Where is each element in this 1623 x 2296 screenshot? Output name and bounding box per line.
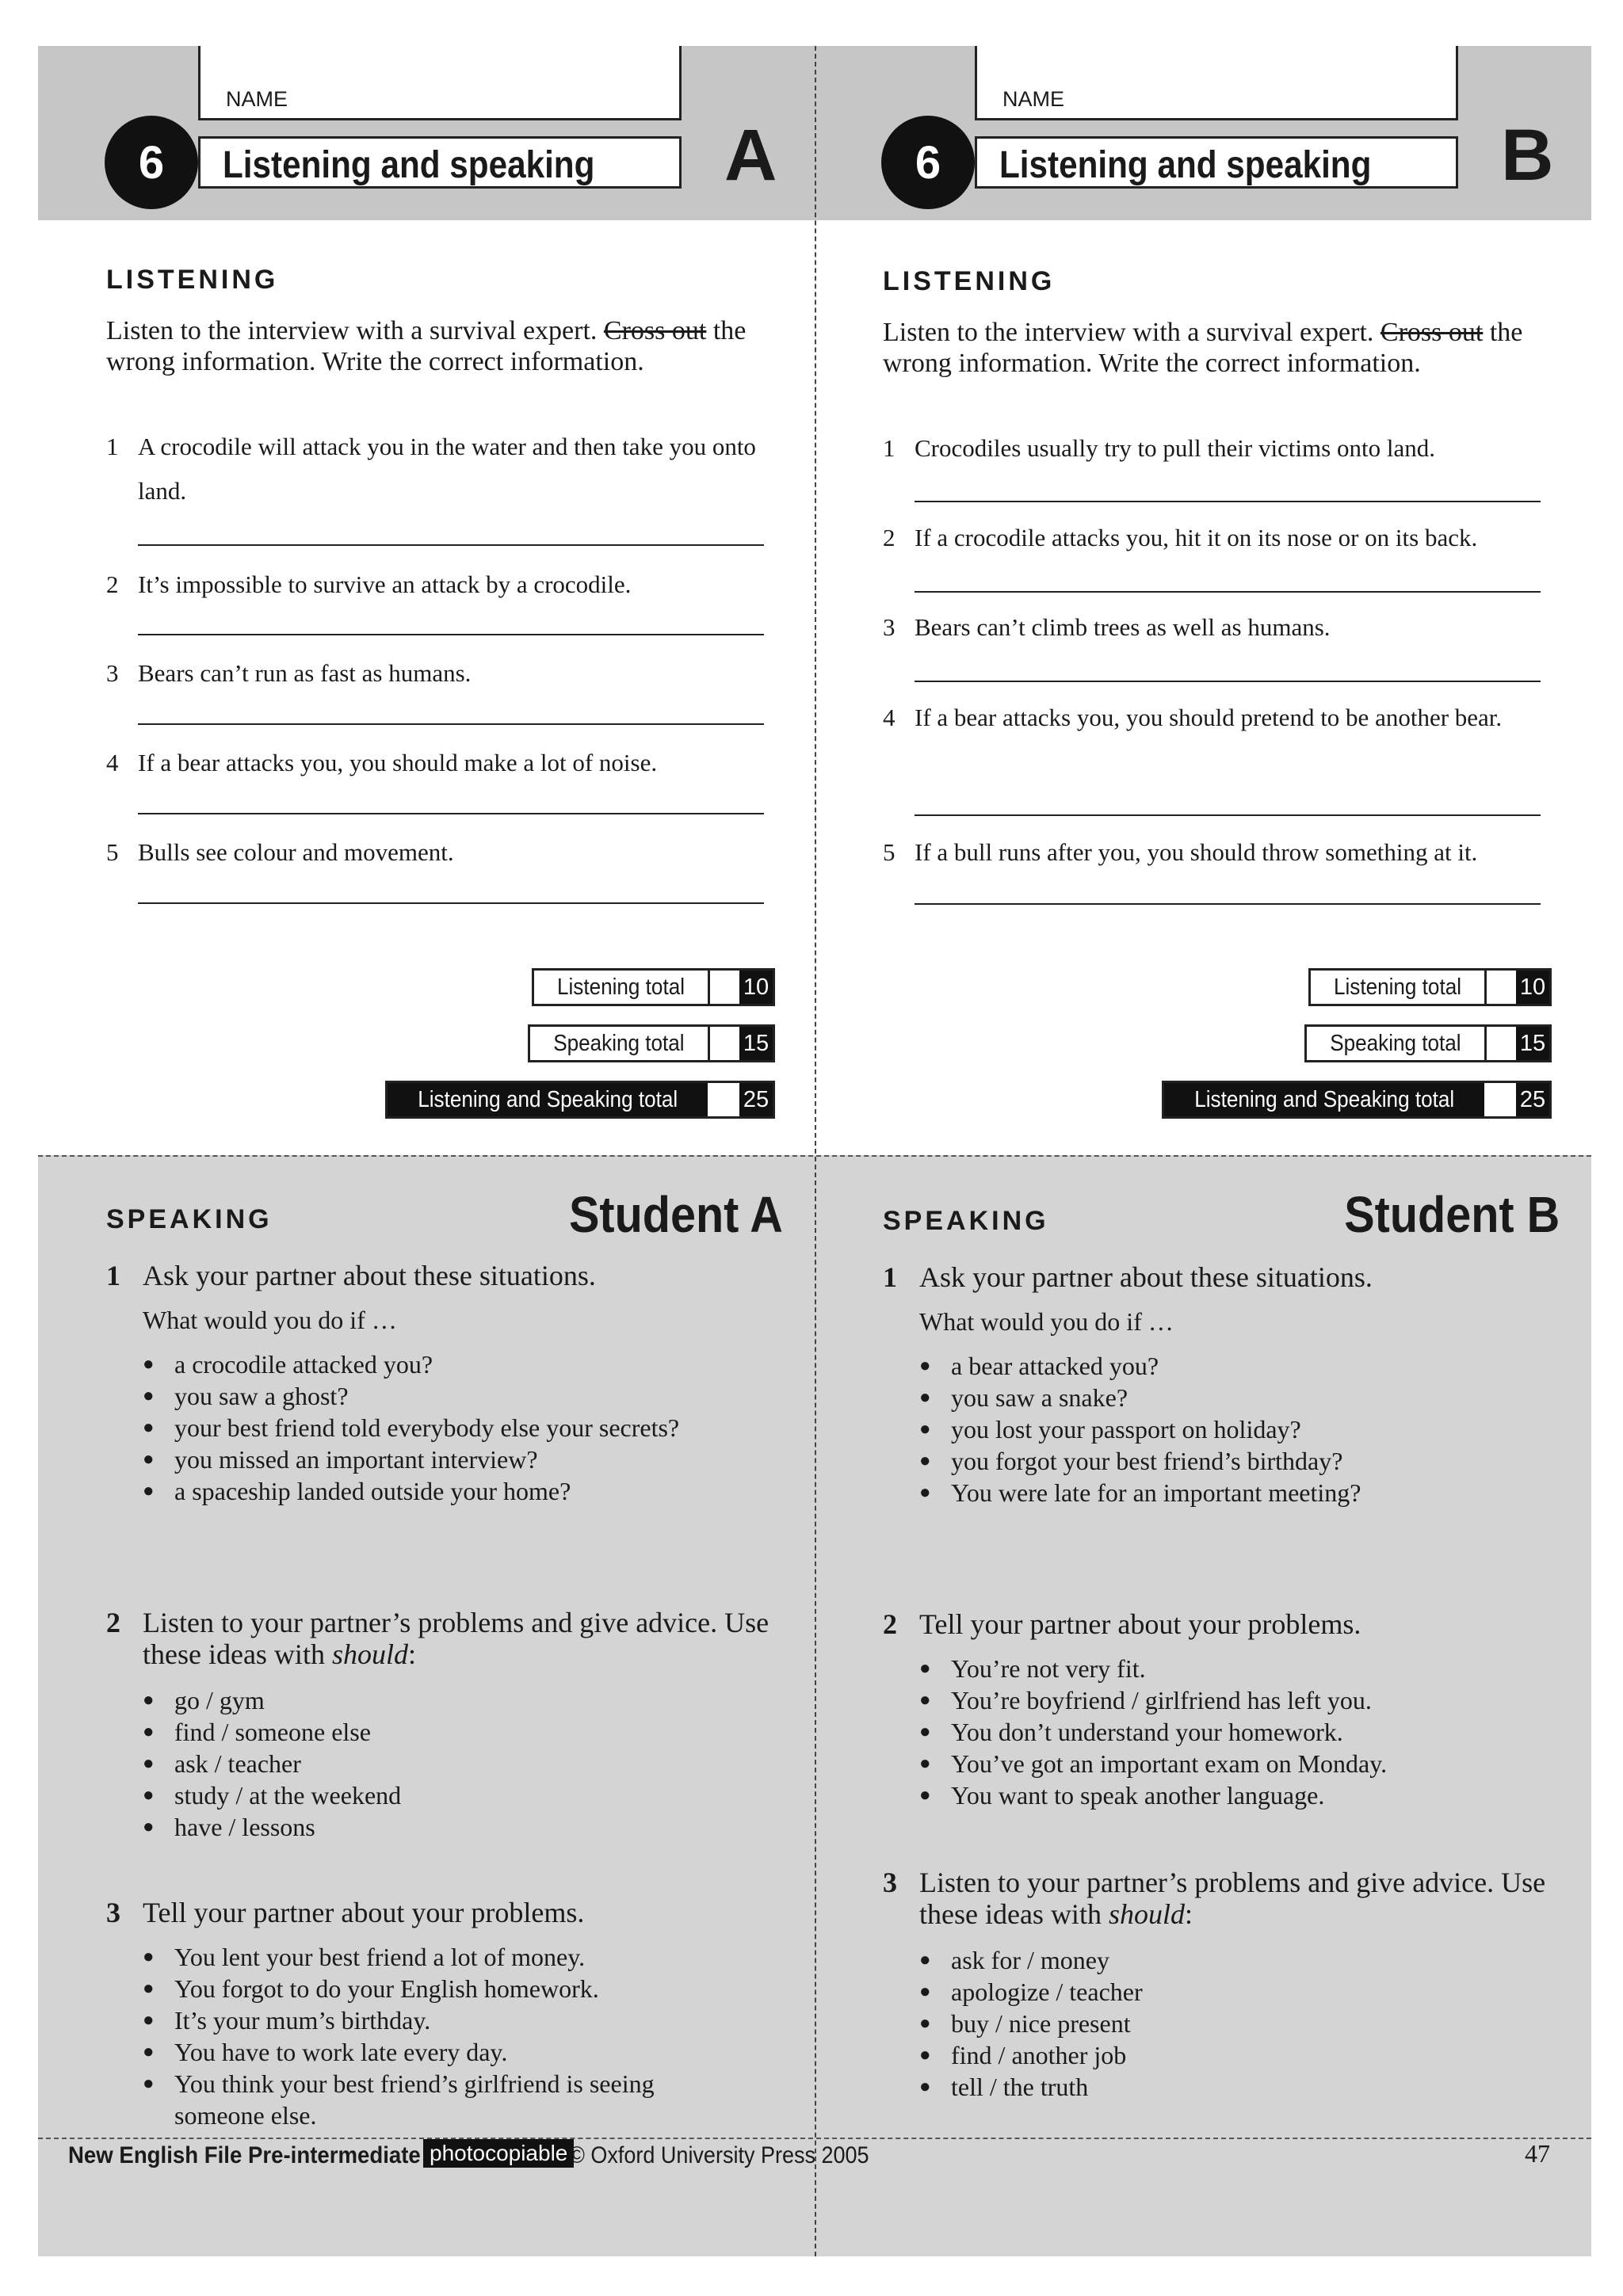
version-letter: B [1501, 115, 1554, 196]
answer-line[interactable] [138, 723, 764, 725]
question-item: 3 Bears can’t run as fast as humans. [106, 659, 472, 687]
version-letter: A [724, 115, 777, 196]
name-field-a[interactable] [198, 46, 682, 120]
score-field[interactable] [708, 1083, 739, 1116]
answer-line[interactable] [138, 544, 764, 546]
title-box-b [975, 136, 1458, 189]
question-item: 1 A crocodile will attack you in the water and then take you onto land. [106, 433, 756, 505]
listening-total-box: Listening total 10 [1308, 968, 1552, 1006]
list-item: ● You’re not very fit. [919, 1653, 1569, 1684]
list-item: ● You lent your best friend a lot of money. [143, 1941, 745, 1973]
prompt-text: What would you do if … [919, 1307, 1174, 1336]
listening-instructions: Listen to the interview with a survival expert. Cross out the wrong information. Write the correct information. [883, 318, 1523, 378]
answer-line[interactable] [138, 634, 764, 635]
speaking-heading: SPEAKING [106, 1204, 273, 1234]
speaking-total-box: Speaking total 15 [528, 1024, 775, 1062]
speaking-task: 1 Ask your partner about these situations. [106, 1260, 596, 1291]
overall-total-box: Listening and Speaking total 25 [1162, 1081, 1552, 1119]
listening-heading: LISTENING [883, 266, 1056, 296]
prompt-text: What would you do if … [143, 1306, 397, 1334]
list-item: ● ask / teacher [143, 1748, 792, 1779]
answer-line[interactable] [138, 902, 764, 904]
list-item: ● tell / the truth [919, 2071, 1569, 2103]
question-item: 1 Crocodiles usually try to pull their victims onto land. [883, 434, 1435, 462]
page-number: 47 [1525, 2139, 1550, 2168]
speaking-task: 3 Tell your partner about your problems. [106, 1897, 585, 1928]
listening-instructions: Listen to the interview with a survival expert. Cross out the wrong information. Write the correct information. [106, 316, 747, 376]
list-item: ● You’ve got an important exam on Monday. [919, 1748, 1569, 1779]
list-item: ● you saw a ghost? [143, 1380, 792, 1412]
worksheet-title: Listening and speaking [999, 144, 1372, 186]
student-label: Student B [1344, 1186, 1560, 1243]
list-item: ● a spaceship landed outside your home? [143, 1475, 792, 1507]
speaking-task: 2 Tell your partner about your problems. [883, 1608, 1361, 1640]
unit-number-badge: 6 [881, 116, 975, 209]
cut-line-vertical [815, 46, 816, 2256]
list-item: ● You were late for an important meeting? [919, 1477, 1569, 1508]
score-field[interactable] [708, 1027, 739, 1060]
answer-line[interactable] [915, 681, 1541, 682]
list-item: ● buy / nice present [919, 2008, 1569, 2039]
name-label: NAME [1002, 87, 1065, 111]
list-item: ● You have to work late every day. [143, 2036, 745, 2068]
list-item: ● ask for / money [919, 1944, 1569, 1976]
question-item: 3 Bears can’t climb trees as well as humans. [883, 613, 1331, 641]
overall-total-box: Listening and Speaking total 25 [385, 1081, 775, 1119]
list-item: ● You think your best friend’s girlfriend is seeing someone else. [143, 2068, 745, 2131]
list-item: ● you lost your passport on holiday? [919, 1413, 1569, 1445]
speaking-task: 1 Ask your partner about these situations. [883, 1261, 1373, 1293]
list-item: ● You’re boyfriend / girlfriend has left you. [919, 1684, 1569, 1716]
speaking-task: 2 Listen to your partner’s problems and give advice. Use these ideas with should: [106, 1607, 769, 1670]
listening-total-box: Listening total 10 [532, 968, 775, 1006]
score-field[interactable] [1484, 971, 1516, 1004]
list-item: ● a crocodile attacked you? [143, 1348, 792, 1380]
list-item: ● You want to speak another language. [919, 1779, 1569, 1811]
list-item: ● your best friend told everybody else your secrets? [143, 1412, 792, 1444]
copyright-notice: © Oxford University Press 2005 [569, 2142, 869, 2168]
list-item: ● you forgot your best friend’s birthday? [919, 1445, 1569, 1477]
question-item: 2 If a crocodile attacks you, hit it on its nose or on its back. [883, 524, 1478, 551]
page-footer [68, 2136, 1550, 2183]
answer-line[interactable] [915, 903, 1541, 905]
speaking-task: 3 Listen to your partner’s problems and give advice. Use these ideas with should: [883, 1867, 1546, 1930]
list-item: ● you missed an important interview? [143, 1444, 792, 1475]
header-b [815, 46, 1591, 220]
list-item: ● a bear attacked you? [919, 1350, 1569, 1382]
question-item: 5 If a bull runs after you, you should throw something at it. [883, 838, 1478, 866]
answer-line[interactable] [138, 813, 764, 814]
list-item: ● It’s your mum’s birthday. [143, 2004, 745, 2036]
list-item: ● have / lessons [143, 1811, 792, 1843]
unit-number-badge: 6 [105, 116, 198, 209]
header-a [38, 46, 815, 220]
worksheet-title: Listening and speaking [223, 144, 595, 186]
worksheet [38, 46, 1591, 2256]
question-item: 4 If a bear attacks you, you should pretend to be another bear. [883, 704, 1503, 731]
score-field[interactable] [708, 971, 739, 1004]
question-item: 5 Bulls see colour and movement. [106, 838, 454, 866]
bullet-list [919, 1653, 1569, 1811]
bullet-list [143, 1684, 792, 1843]
question-item: 4 If a bear attacks you, you should make a lot of noise. [106, 749, 658, 776]
list-item: ● you saw a snake? [919, 1382, 1569, 1413]
book-title: New English File Pre-intermediate [68, 2142, 421, 2168]
bullet-list [919, 1944, 1569, 2103]
question-item: 2 It’s impossible to survive an attack by a crocodile. [106, 570, 632, 598]
speaking-heading: SPEAKING [883, 1206, 1049, 1236]
bullet-list [143, 1348, 792, 1507]
student-label: Student A [569, 1186, 783, 1243]
photocopiable-badge: photocopiable [423, 2139, 574, 2168]
score-field[interactable] [1484, 1027, 1516, 1060]
list-item: ● apologize / teacher [919, 1976, 1569, 2008]
list-item: ● find / another job [919, 2039, 1569, 2071]
score-field[interactable] [1484, 1083, 1516, 1116]
bullet-list [143, 1941, 745, 2131]
list-item: ● study / at the weekend [143, 1779, 792, 1811]
list-item: ● You forgot to do your English homework. [143, 1973, 745, 2004]
list-item: ● go / gym [143, 1684, 792, 1716]
answer-line[interactable] [915, 814, 1541, 816]
list-item: ● find / someone else [143, 1716, 792, 1748]
answer-line[interactable] [915, 591, 1541, 593]
title-box-a [198, 136, 682, 189]
bullet-list [919, 1350, 1569, 1508]
list-item: ● You don’t understand your homework. [919, 1716, 1569, 1748]
answer-line[interactable] [915, 501, 1541, 502]
listening-heading: LISTENING [106, 265, 279, 295]
name-label: NAME [226, 87, 288, 111]
name-field-b[interactable] [975, 46, 1458, 120]
speaking-total-box: Speaking total 15 [1304, 1024, 1552, 1062]
